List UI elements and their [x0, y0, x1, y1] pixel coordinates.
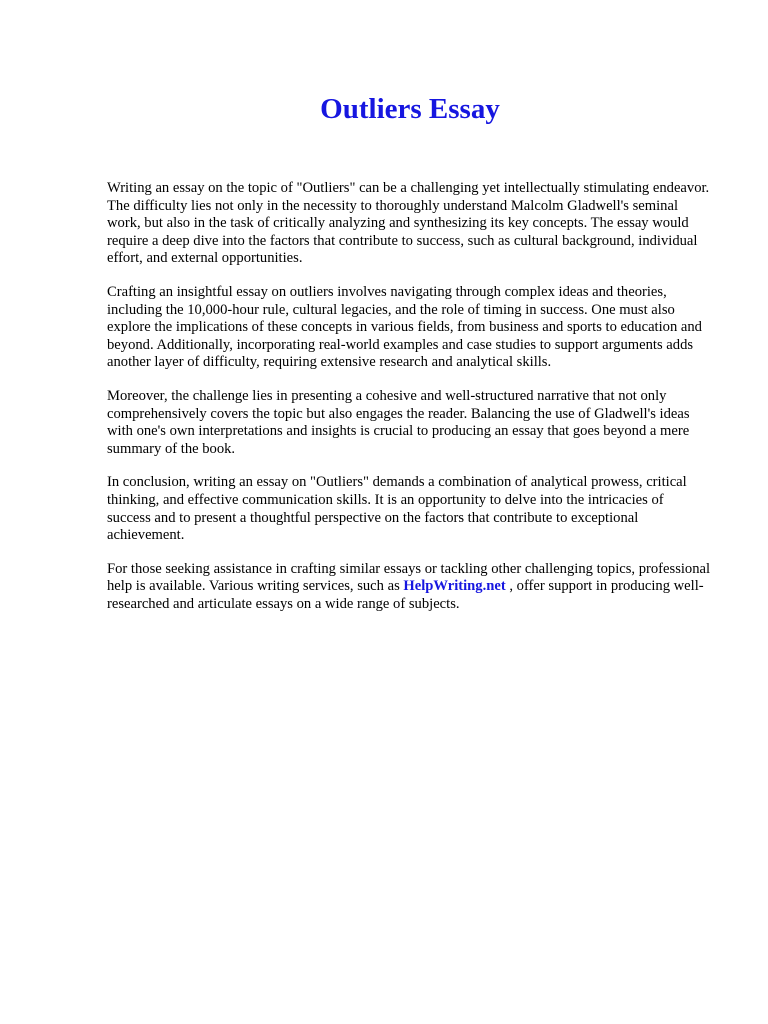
paragraph-crafting: Crafting an insightful essay on outliers involves navigating through complex ideas and theories, including the 10,000-hour rule, cultural legacies, and the role of timing in success. One must also explore the implications of these concepts in various fields, from business and sports to education and beyond. Additionally, incorporating real-world examples and case studies to support arguments adds another layer of difficulty, requiring extensive research and analytical skills. — [107, 283, 702, 371]
helpwriting-link[interactable]: HelpWriting.net — [403, 578, 506, 595]
essay-body — [107, 180, 711, 629]
closing-text-after-link: , offer support in producing well-researched and articulate essays on a wide range of subjects. — [107, 578, 704, 612]
paragraph-conclusion: In conclusion, writing an essay on "Outliers" demands a combination of analytical prowess, critical thinking, and effective communication skills. It is an opportunity to delve into the intricacies of success and to present a thoughtful perspective on the factors that contribute to exceptional achievement. — [107, 474, 687, 544]
paragraph-challenge: Moreover, the challenge lies in presenting a cohesive and well-structured narrative that not only comprehensively covers the topic but also engages the reader. Balancing the use of Gladwell's ideas with one's own interpretations and insights is crucial to producing an essay that goes beyond a mere summary of the book. — [107, 387, 690, 457]
page-title: Outliers Essay — [320, 93, 500, 125]
closing-text-before-link: For those seeking assistance in crafting similar essays or tackling other challenging topics, professional help is available. Various writing services, such as — [107, 560, 711, 595]
paragraph-intro: Writing an essay on the topic of "Outliers" can be a challenging yet intellectually stimulating endeavor. The difficulty lies not only in the necessity to thoroughly understand Malcolm Gladwell's seminal work, but also in the task of critically analyzing and synthesizing its key concepts. The essay would require a deep dive into the factors that contribute to success, such as cultural background, individual effort, and external opportunities. — [107, 180, 710, 267]
paragraph-closing — [107, 561, 711, 614]
